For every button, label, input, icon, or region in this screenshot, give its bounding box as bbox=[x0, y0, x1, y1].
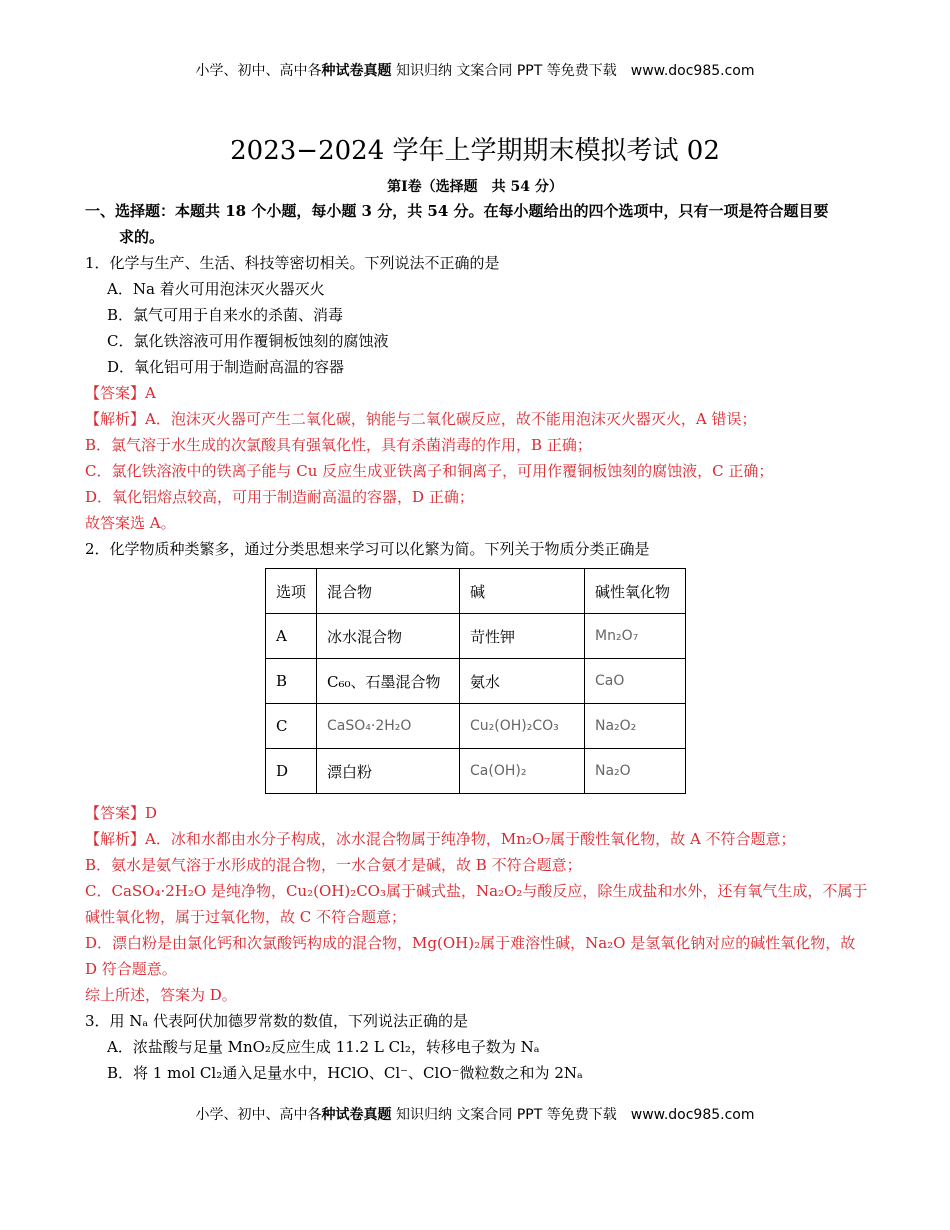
q3-stem: 3．用 Nₐ 代表阿伏加德罗常数的数值，下列说法正确的是 bbox=[85, 1012, 468, 1030]
q1-analysis-1: 【解析】A．泡沫灭火器可产生二氧化碳，钠能与二氧化碳反应，故不能用泡沫灭火器灭火，A 错误； bbox=[85, 410, 757, 428]
table-cell: 氨水 bbox=[460, 659, 585, 704]
table-cell: 冰水混合物 bbox=[317, 614, 460, 659]
q3-option-a: A．浓盐酸与足量 MnO₂反应生成 11.2 L Cl₂，转移电子数为 Nₐ bbox=[107, 1038, 540, 1056]
section-subtitle: 第Ⅰ卷（选择题 共 54 分） bbox=[387, 179, 563, 195]
q1-analysis-5: 故答案选 A。 bbox=[85, 514, 176, 532]
section-heading bbox=[85, 198, 870, 250]
footer-site[interactable]: www.doc985.com bbox=[630, 1107, 755, 1123]
table-header-cell: 碱 bbox=[460, 569, 585, 614]
q2-analysis-4: D．漂白粉是由氯化钙和次氯酸钙构成的混合物，Mg(OH)₂属于难溶性碱，Na₂O 是氢氧化钠对应的碱性氧化物，故 D 符合题意。 bbox=[85, 934, 856, 978]
q3-option-b: B．将 1 mol Cl₂通入足量水中，HClO、Cl⁻、ClO⁻微粒数之和为 2Nₐ bbox=[107, 1064, 583, 1082]
footer-text-2: 知识归纳 文案合同 PPT 等免费下载 bbox=[391, 1107, 617, 1123]
q1-option-d: D．氧化铝可用于制造耐高温的容器 bbox=[107, 358, 345, 376]
q1-analysis-3: C．氯化铁溶液中的铁离子能与 Cu 反应生成亚铁离子和铜离子，可用作覆铜板蚀刻的腐蚀液，C 正确； bbox=[85, 462, 774, 480]
q1-stem: 1．化学与生产、生活、科技等密切相关。下列说法不正确的是 bbox=[85, 254, 500, 272]
table-row bbox=[266, 704, 686, 749]
table-cell: C₆₀、石墨混合物 bbox=[317, 659, 460, 704]
table-cell: C bbox=[266, 704, 317, 749]
header-bold-text: 种试卷真题 bbox=[321, 63, 392, 79]
q2-answer: 【答案】D bbox=[85, 804, 158, 822]
q1-answer: 【答案】A bbox=[85, 384, 156, 402]
q1-option-b: B．氯气可用于自来水的杀菌、消毒 bbox=[107, 306, 344, 324]
table-cell: 苛性钾 bbox=[460, 614, 585, 659]
question-2 bbox=[85, 536, 870, 1008]
q1-option-a: A．Na 着火可用泡沫灭火器灭火 bbox=[107, 280, 325, 298]
header-site[interactable]: www.doc985.com bbox=[630, 63, 755, 79]
table-row bbox=[266, 614, 686, 659]
q1-analysis-2: B．氯气溶于水生成的次氯酸具有强氧化性，具有杀菌消毒的作用，B 正确； bbox=[85, 436, 592, 454]
q1-analysis-4: D．氧化铝熔点较高，可用于制造耐高温的容器，D 正确； bbox=[85, 488, 474, 506]
q2-analysis-5: 综上所述，答案为 D。 bbox=[85, 986, 237, 1004]
table-row bbox=[266, 659, 686, 704]
table-cell: Mn₂O₇ bbox=[585, 614, 686, 659]
table-cell: A bbox=[266, 614, 317, 659]
table-row bbox=[266, 749, 686, 794]
table-cell: Na₂O bbox=[585, 749, 686, 794]
table-header-row bbox=[266, 569, 686, 614]
table-cell: D bbox=[266, 749, 317, 794]
page-header bbox=[0, 60, 950, 80]
question-1 bbox=[85, 250, 870, 536]
header-text-2: 知识归纳 文案合同 PPT 等免费下载 bbox=[391, 63, 617, 79]
table-cell: CaO bbox=[585, 659, 686, 704]
header-text: 小学、初中、高中各 bbox=[195, 63, 322, 79]
table-header-cell: 混合物 bbox=[317, 569, 460, 614]
page-title: 2023−2024 学年上学期期末模拟考试 02 bbox=[230, 136, 720, 166]
section-line-1: 一、选择题：本题共 18 个小题，每小题 3 分，共 54 分。在每小题给出的四个选项中，只有一项是符合题目要 bbox=[85, 202, 829, 220]
table-header-cell: 选项 bbox=[266, 569, 317, 614]
table-cell: 漂白粉 bbox=[317, 749, 460, 794]
classification-table bbox=[265, 568, 686, 794]
page-footer bbox=[0, 1104, 950, 1124]
q2-analysis-1: 【解析】A．冰和水都由水分子构成，冰水混合物属于纯净物，Mn₂O₇属于酸性氧化物，故 A 不符合题意； bbox=[85, 830, 796, 848]
document-body bbox=[85, 198, 870, 1086]
table-cell: Cu₂(OH)₂CO₃ bbox=[460, 704, 585, 749]
footer-bold-text: 种试卷真题 bbox=[321, 1107, 392, 1123]
section-line-2: 求的。 bbox=[119, 228, 165, 246]
table-header-cell: 碱性氧化物 bbox=[585, 569, 686, 614]
q1-option-c: C．氯化铁溶液可用作覆铜板蚀刻的腐蚀液 bbox=[107, 332, 389, 350]
q2-analysis-3: C．CaSO₄·2H₂O 是纯净物，Cu₂(OH)₂CO₃属于碱式盐，Na₂O₂与酸反应，除生成盐和水外，还有氧气生成，不属于碱性氧化物，属于过氧化物，故 C 不符合题意； bbox=[85, 882, 868, 926]
table-cell: B bbox=[266, 659, 317, 704]
q2-stem: 2．化学物质种类繁多，通过分类思想来学习可以化繁为简。下列关于物质分类正确是 bbox=[85, 540, 650, 558]
table-cell: CaSO₄·2H₂O bbox=[317, 704, 460, 749]
table-cell: Ca(OH)₂ bbox=[460, 749, 585, 794]
footer-text: 小学、初中、高中各 bbox=[195, 1107, 322, 1123]
q2-analysis-2: B．氨水是氨气溶于水形成的混合物，一水合氨才是碱，故 B 不符合题意； bbox=[85, 856, 582, 874]
question-3 bbox=[85, 1008, 870, 1086]
table-cell: Na₂O₂ bbox=[585, 704, 686, 749]
